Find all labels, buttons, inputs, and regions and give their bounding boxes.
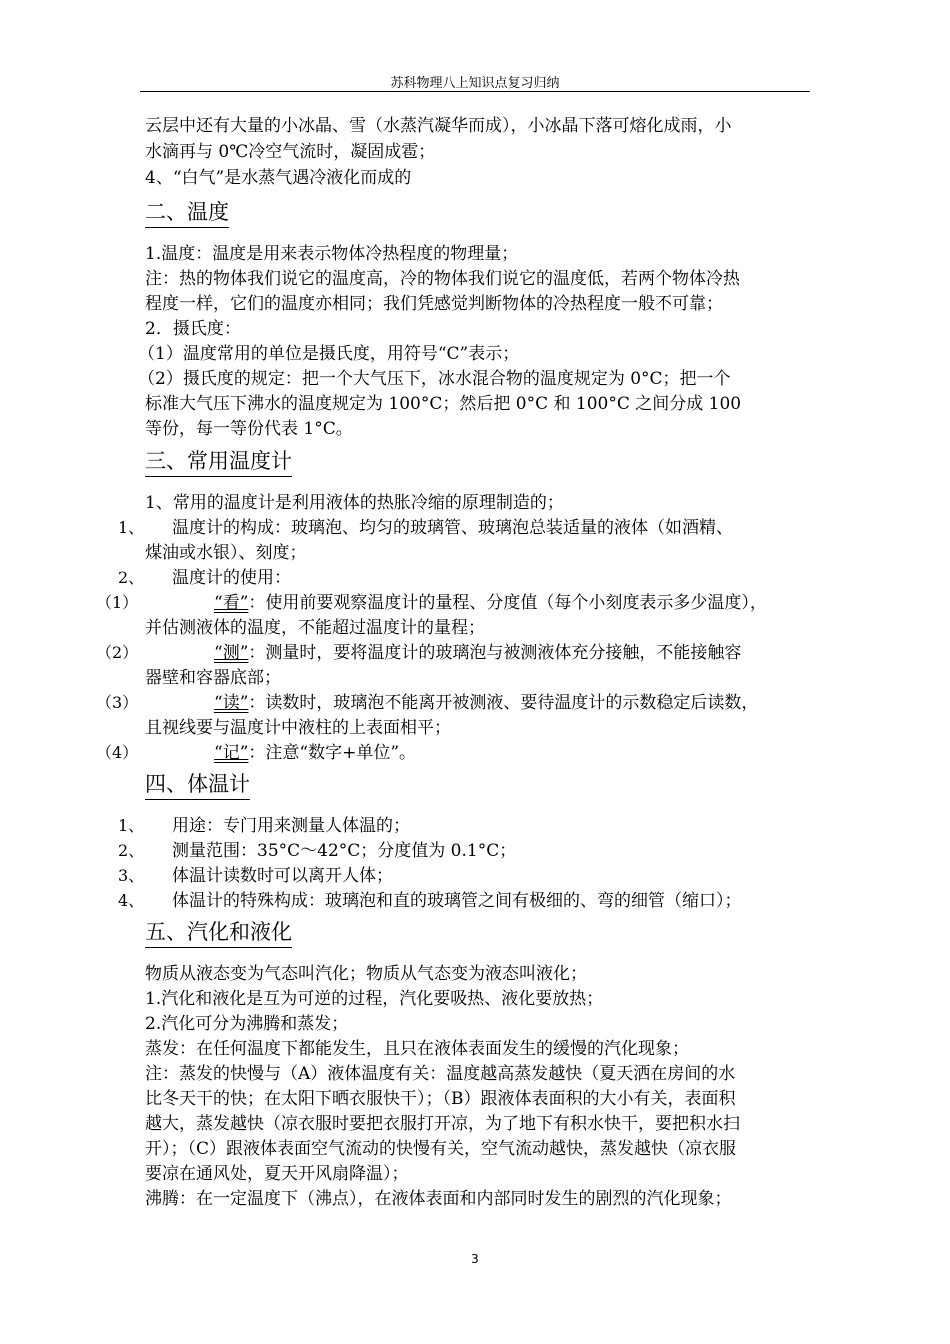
page-header: 苏科物理八上知识点复习归纳 [390,76,560,91]
sec3-line-3: 煤油或水银）、刻度； [145,543,307,563]
keyword-record: “记” [214,743,249,763]
sec5-line-1: 物质从液态变为气态叫汽化；物质从气态变为液态叫液化； [145,964,587,984]
intro-line-3: 4、“白气”是水蒸气遇冷液化而成的 [145,168,412,188]
sec4-item-number-2: 2、 [118,841,145,860]
sec4-item-number-3: 3、 [118,866,145,885]
sec5-line-9: 要凉在通风处，夏天开风扇降温）； [145,1164,409,1184]
sec5-line-8: 开）；（C）跟液体表面空气流动的快慢有关，空气流动越快，蒸发越快（凉衣服 [145,1139,737,1159]
sec3-sub-number-4: （4） [96,743,139,762]
sec3-line-4: 温度计的使用： [172,568,291,588]
sec4-line-2: 测量范围：35°C～42°C；分度值为 0.1°C； [172,841,517,861]
header-rule [140,91,810,92]
sec2-line-7: 标准大气压下沸水的温度规定为 100°C；然后把 0°C 和 100°C 之间分成 100 [145,394,742,414]
sec3-sub-line-3: “读”：读数时，玻璃泡不能离开被测液、要待温度计的示数稳定后读数， [214,693,759,713]
sec5-line-7: 越大，蒸发越快（凉衣服时要把衣服打开凉，为了地下有积水快干，要把积水扫 [145,1114,740,1134]
sec2-line-2: 注：热的物体我们说它的温度高，冷的物体我们说它的温度低，若两个物体冷热 [145,269,740,289]
sec3-item-number-1: 1、 [118,518,145,537]
sec3-sub-line-1b: 并估测液体的温度，不能超过温度计的量程； [145,618,485,638]
sec4-item-number-4: 4、 [118,891,145,910]
sec3-sub-line-2b: 器壁和容器底部； [145,668,281,688]
sec3-sub-line-3b: 且视线要与温度计中液柱的上表面相平； [145,718,451,738]
sec5-line-2: 1.汽化和液化是互为可逆的过程，汽化要吸热、液化要放热； [145,989,604,1009]
sec3-sub-line-4: “记”：注意“数字+单位”。 [214,743,417,763]
sec2-line-8: 等份，每一等份代表 1°C。 [145,419,353,439]
sec3-line-1: 1、常用的温度计是利用液体的热胀冷缩的原理制造的； [145,493,564,513]
sec4-line-1: 用途：专门用来测量人体温的； [172,816,410,836]
sec5-line-3: 2.汽化可分为沸腾和蒸发； [145,1014,349,1034]
sec2-line-6: （2）摄氏度的规定：把一个大气压下，冰水混合物的温度规定为 0°C；把一个 [138,369,731,389]
sec5-line-10: 沸腾：在一定温度下（沸点），在液体表面和内部同时发生的剧烈的汽化现象； [145,1189,732,1209]
sec3-sub-number-2: （2） [96,643,139,662]
keyword-read: “读” [214,693,249,713]
sec3-sub-number-3: （3） [96,693,139,712]
sec5-line-6: 比冬天干的快；在太阳下晒衣服快干）；（B）跟液体表面积的大小有关，表面积 [145,1089,736,1109]
section-heading-temperature: 二、温度 [145,198,229,228]
sec3-line-2: 温度计的构成：玻璃泡、均匀的玻璃管、玻璃泡总装适量的液体（如酒精、 [172,518,733,538]
sec4-line-4: 体温计的特殊构成：玻璃泡和直的玻璃管之间有极细的、弯的细管（缩口）； [172,891,742,911]
page-number: 3 [471,1252,479,1266]
sec4-item-number-1: 1、 [118,816,145,835]
sec5-line-4: 蒸发：在任何温度下都能发生，且只在液体表面发生的缓慢的汽化现象； [145,1039,689,1059]
section-heading-vaporization: 五、汽化和液化 [145,918,292,948]
sec3-sub-line-2: “测”：测量时，要将温度计的玻璃泡与被测液体充分接触，不能接触容 [214,643,742,663]
sec2-line-5: （1）温度常用的单位是摄氏度，用符号“C”表示； [138,344,520,364]
sec2-line-1: 1.温度：温度是用来表示物体冷热程度的物理量； [145,244,519,264]
sec3-sub-number-1: （1） [96,593,139,612]
section-heading-thermometer: 三、常用温度计 [145,447,292,477]
keyword-measure: “测” [214,643,249,663]
intro-line-1: 云层中还有大量的小冰晶、雪（水蒸汽凝华而成），小冰晶下落可熔化成雨，小 [145,116,732,136]
intro-line-2: 水滴再与 0℃冷空气流时，凝固成雹； [145,142,436,162]
sec3-sub-line-1: “看”：使用前要观察温度计的量程、分度值（每个小刻度表示多少温度）， [214,593,767,613]
sec2-line-4: 2．摄氏度： [145,319,241,339]
sec2-line-3: 程度一样，它们的温度亦相同；我们凭感觉判断物体的冷热程度一般不可靠； [145,294,723,314]
section-heading-clinical-thermometer: 四、体温计 [145,770,250,800]
keyword-look: “看” [214,593,249,613]
sec5-line-5: 注：蒸发的快慢与（A）液体温度有关：温度越高蒸发越快（夏天洒在房间的水 [145,1064,736,1084]
sec3-item-number-2: 2、 [118,568,145,587]
sec4-line-3: 体温计读数时可以离开人体； [172,866,393,886]
